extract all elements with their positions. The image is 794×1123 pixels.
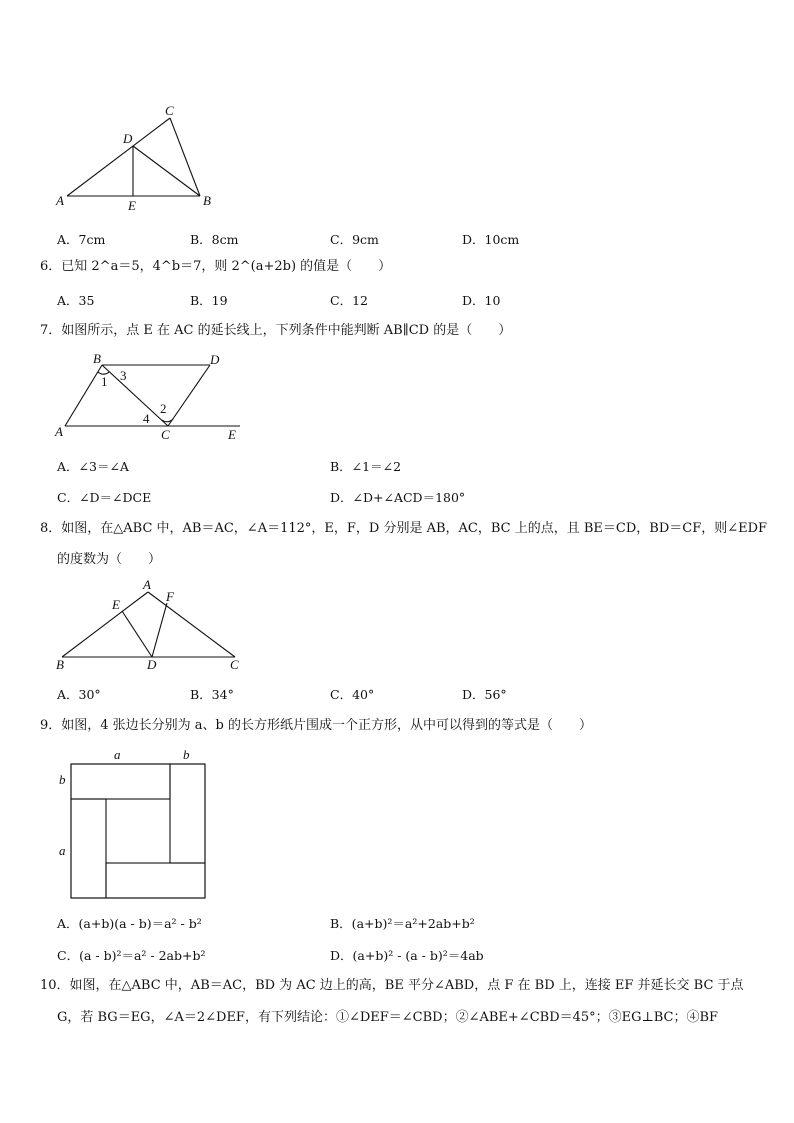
q7-label-b: B <box>93 351 101 366</box>
q5-option-b: B．8cm <box>190 232 239 247</box>
q5-label-d: D <box>123 131 133 146</box>
q7-option-c: C．∠D＝∠DCE <box>57 490 152 505</box>
q7-option-a: A．∠3＝∠A <box>57 459 129 474</box>
q5-label-a: A <box>56 193 64 208</box>
q8-option-a: A．30° <box>57 687 101 702</box>
q8-label-a: A <box>143 578 151 592</box>
q8-stem-line1: 8．如图，在△ABC 中，AB＝AC，∠A＝112°，E，F，D 分别是 AB，AC，BC 上的点，且 BE＝CD，BD＝CF，则∠EDF <box>40 521 768 536</box>
q9-option-a: A．(a+b)(a - b)＝a² - b² <box>57 916 202 931</box>
q8-label-f: F <box>166 589 174 604</box>
q8-option-c: C．40° <box>330 687 375 702</box>
q7-option-d: D．∠D+∠ACD＝180° <box>330 490 466 505</box>
q8-label-b: B <box>56 657 64 672</box>
q7-angle-4: 4 <box>143 411 150 426</box>
q7-figure <box>50 350 250 445</box>
q7-label-c: C <box>161 427 170 442</box>
q6-option-d: D．10 <box>462 293 501 308</box>
q9-label-left-b: b <box>59 772 66 787</box>
q8-figure <box>50 578 250 673</box>
q7-label-d: D <box>210 352 220 367</box>
q10-line2: G，若 BG＝EG，∠A＝2∠DEF，有下列结论：①∠DEF＝∠CBD；②∠ABE+∠CBD＝45°；③EG⊥BC；④BF <box>57 1010 719 1025</box>
q7-angle-3: 3 <box>120 368 127 383</box>
q5-option-a: A．7cm <box>57 232 106 247</box>
q7-stem: 7．如图所示，点 E 在 AC 的延长线上，下列条件中能判断 AB∥CD 的是（ ） <box>40 323 512 338</box>
q5-label-e: E <box>128 198 136 213</box>
q6-stem: 6．已知 2^a＝5，4^b＝7，则 2^(a+2b) 的值是（ ） <box>40 259 392 274</box>
q7-label-e: E <box>228 427 236 442</box>
q5-label-c: C <box>165 103 174 118</box>
q9-option-d: D．(a+b)² - (a - b)²＝4ab <box>330 948 484 963</box>
q7-option-b: B．∠1＝∠2 <box>330 459 402 474</box>
q8-label-e: E <box>112 597 120 612</box>
q5-option-d: D．10cm <box>462 232 520 247</box>
q9-option-b: B．(a+b)²＝a²+2ab+b² <box>330 916 475 931</box>
q9-label-top-b: b <box>183 747 190 762</box>
q6-option-b: B．19 <box>190 293 228 308</box>
q7-angle-2: 2 <box>160 401 167 416</box>
q8-label-d: D <box>147 657 157 672</box>
q8-option-d: D．56° <box>462 687 507 702</box>
q8-label-c: C <box>230 657 239 672</box>
q9-stem: 9．如图，4 张边长分别为 a、b 的长方形纸片围成一个正方形，从中可以得到的等式是（ ） <box>40 718 593 733</box>
q5-label-b: B <box>203 193 211 208</box>
q9-option-c: C．(a - b)²＝a² - 2ab+b² <box>57 948 206 963</box>
q8-option-b: B．34° <box>190 687 234 702</box>
q9-label-left-a: a <box>59 843 66 858</box>
q6-option-c: C．12 <box>330 293 368 308</box>
q7-label-a: A <box>55 424 63 439</box>
q10-line1: 10．如图，在△ABC 中，AB＝AC，BD 为 AC 边上的高，BE 平分∠ABD，点 F 在 BD 上，连接 EF 并延长交 BC 于点 <box>40 978 744 993</box>
q7-angle-1: 1 <box>101 374 108 389</box>
q5-option-c: C．9cm <box>330 232 379 247</box>
q9-figure <box>52 745 217 905</box>
q9-label-top-a: a <box>114 747 121 762</box>
q6-option-a: A．35 <box>57 293 95 308</box>
q8-stem-line2: 的度数为（ ） <box>57 552 162 567</box>
q5-figure <box>50 100 220 215</box>
